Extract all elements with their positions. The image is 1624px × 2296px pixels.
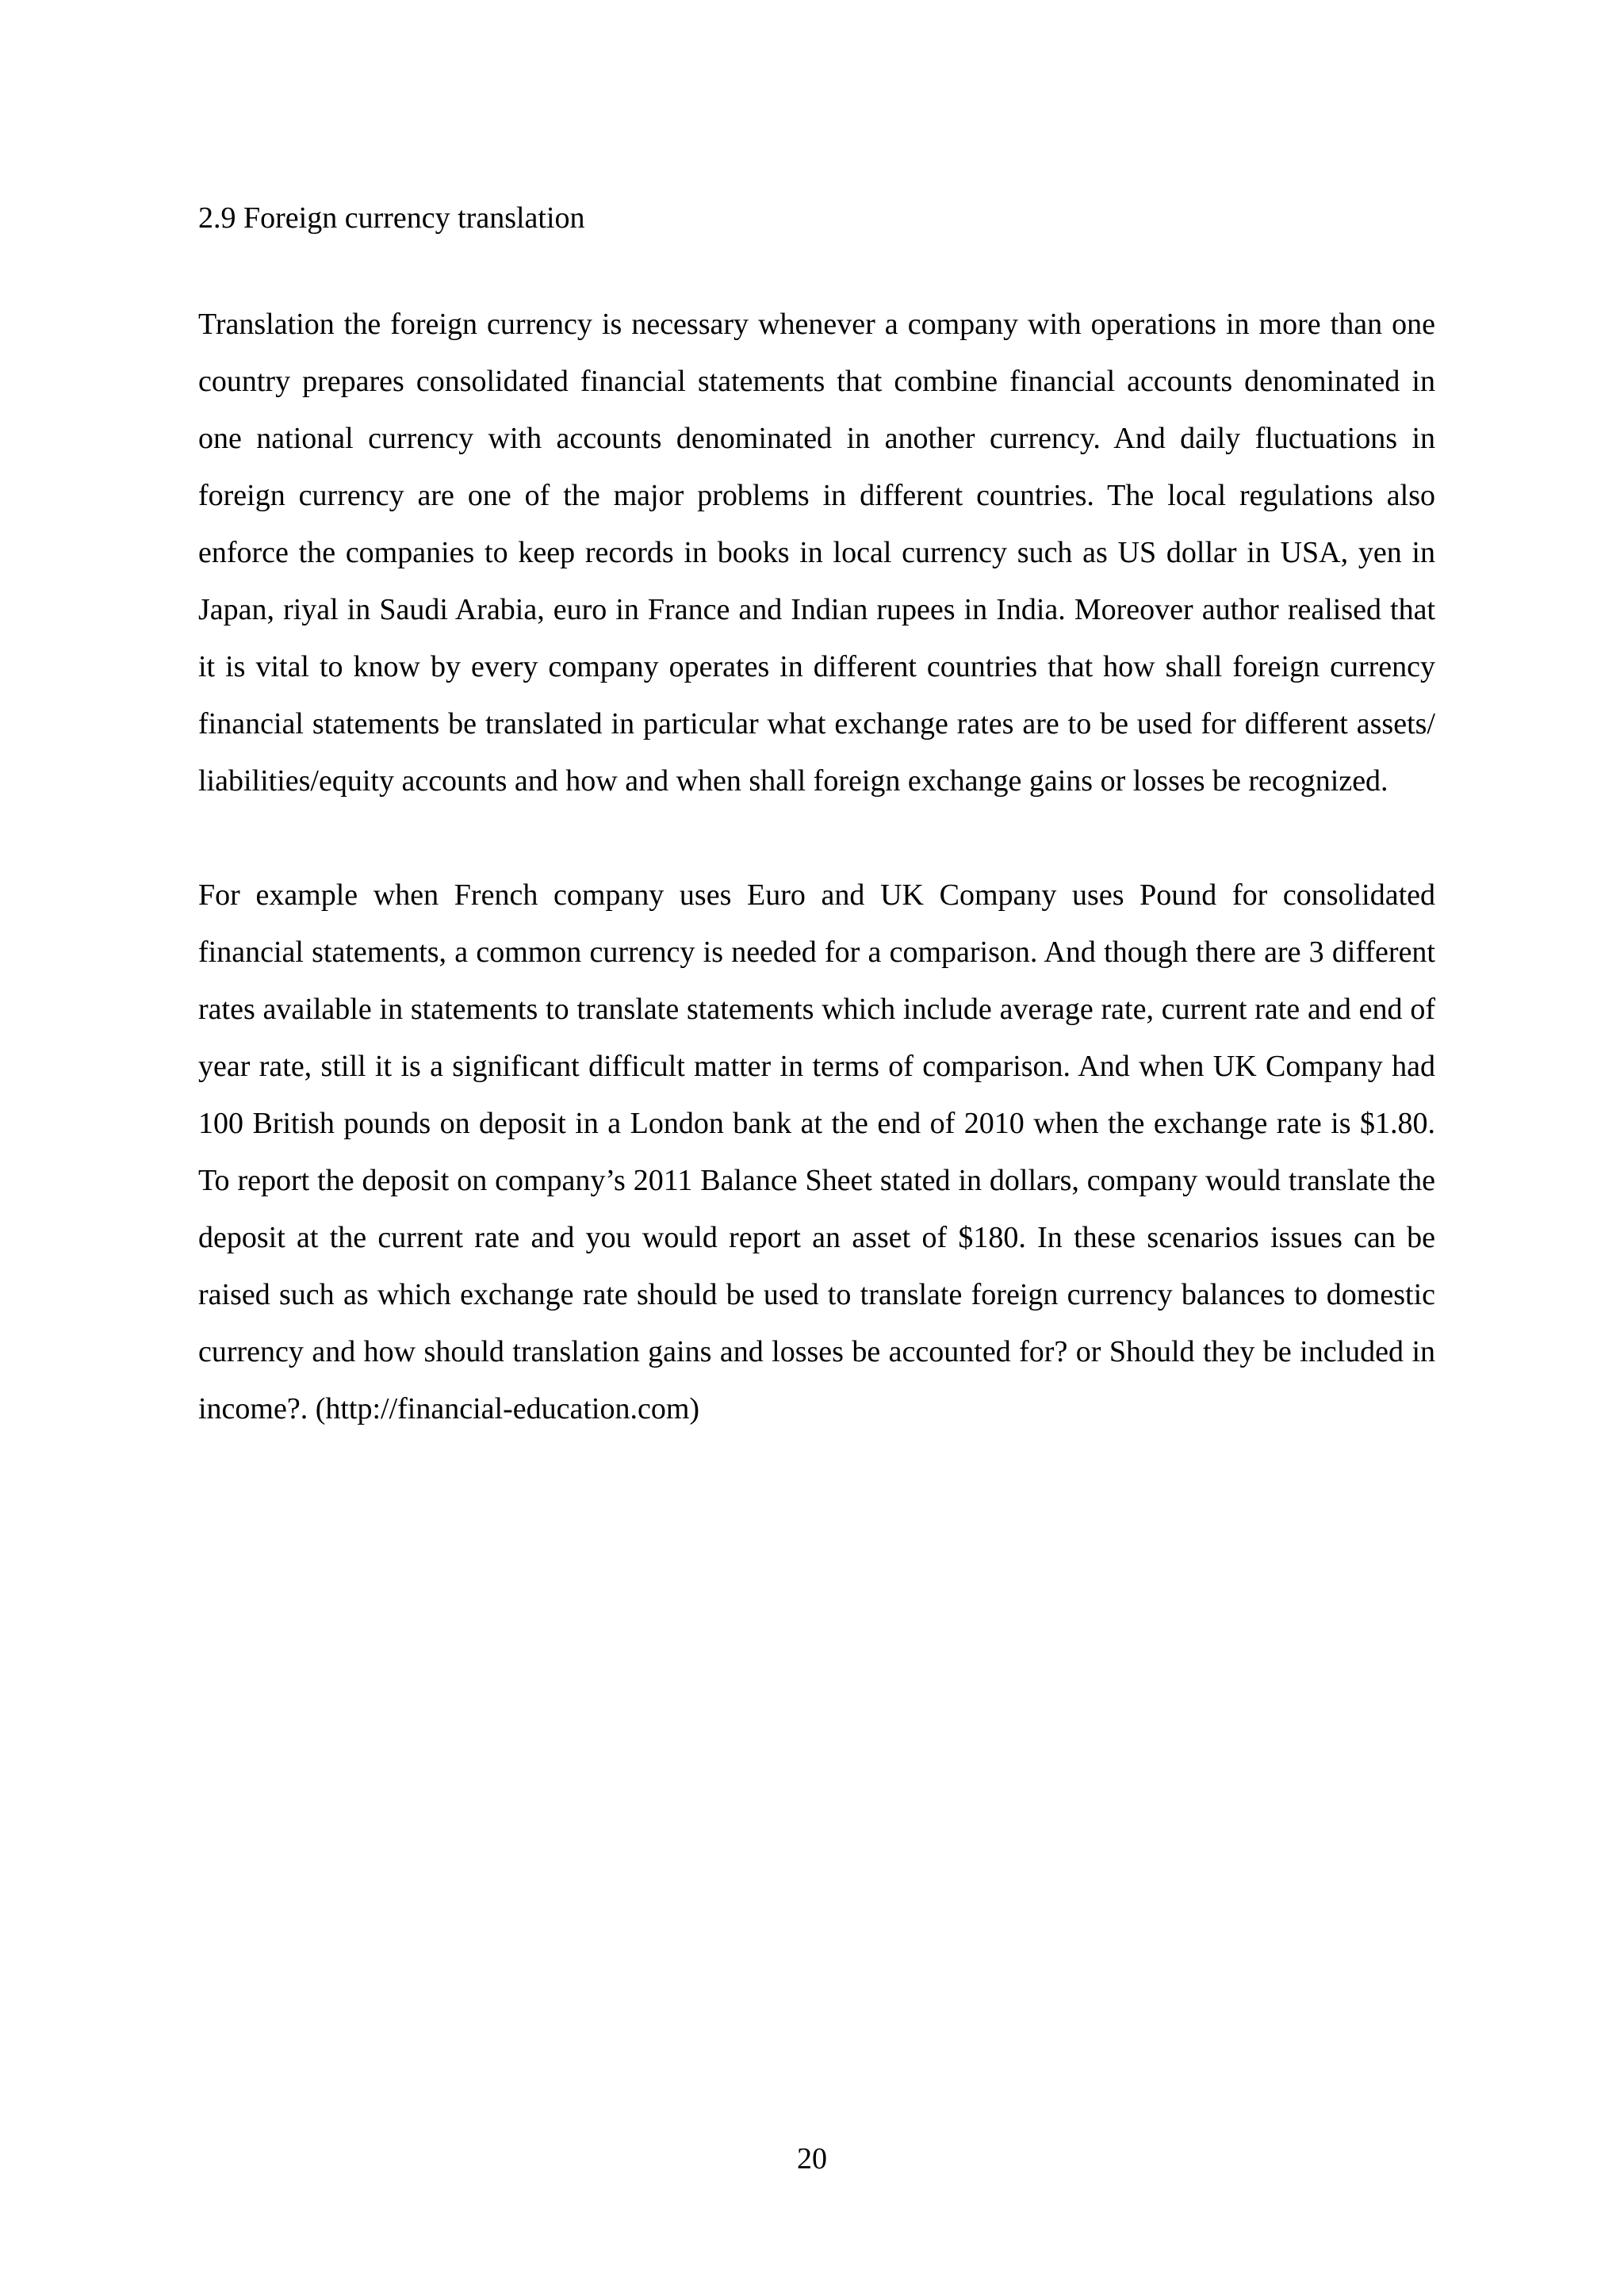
page-number: 20 [797, 2142, 827, 2175]
paragraph-translation-overview: Translation the foreign currency is necessary whenever a company with operations in more than one country prepares consolidated financial statements that combine financial accounts denominated in one national currency with accounts denominated in another currency. And daily fluctuations in foreign currency are one of the major problems in different countries. The local regulations also enforce the companies to keep records in books in local currency such as US dollar in USA, yen in Japan, riyal in Saudi Arabia, euro in France and Indian rupees in India. Moreover author realised that it is vital to know by every company operates in different countries that how shall foreign currency financial statements be translated in particular what exchange rates are to be used for different assets/ liabilities/equity accounts and how and when shall foreign exchange gains or losses be recognized. [198, 308, 1435, 798]
paragraph-example: For example when French company uses Euro and UK Company uses Pound for consolidated financial statements, a common currency is needed for a comparison. And though there are 3 different rates available in statements to translate statements which include average rate, current rate and end of year rate, still it is a significant difficult matter in terms of comparison. And when UK Company had 100 British pounds on deposit in a London bank at the end of 2010 when the exchange rate is $1.80. To report the deposit on company’s 2011 Balance Sheet stated in dollars, company would translate the deposit at the current rate and you would report an asset of $180. In these scenarios issues can be raised such as which exchange rate should be used to translate foreign currency balances to domestic currency and how should translation gains and losses be accounted for? or Should they be included in income?. (http://financial-education.com) [198, 878, 1435, 1425]
section-heading: 2.9 Foreign currency translation [198, 201, 585, 235]
page-content [198, 194, 1435, 1437]
